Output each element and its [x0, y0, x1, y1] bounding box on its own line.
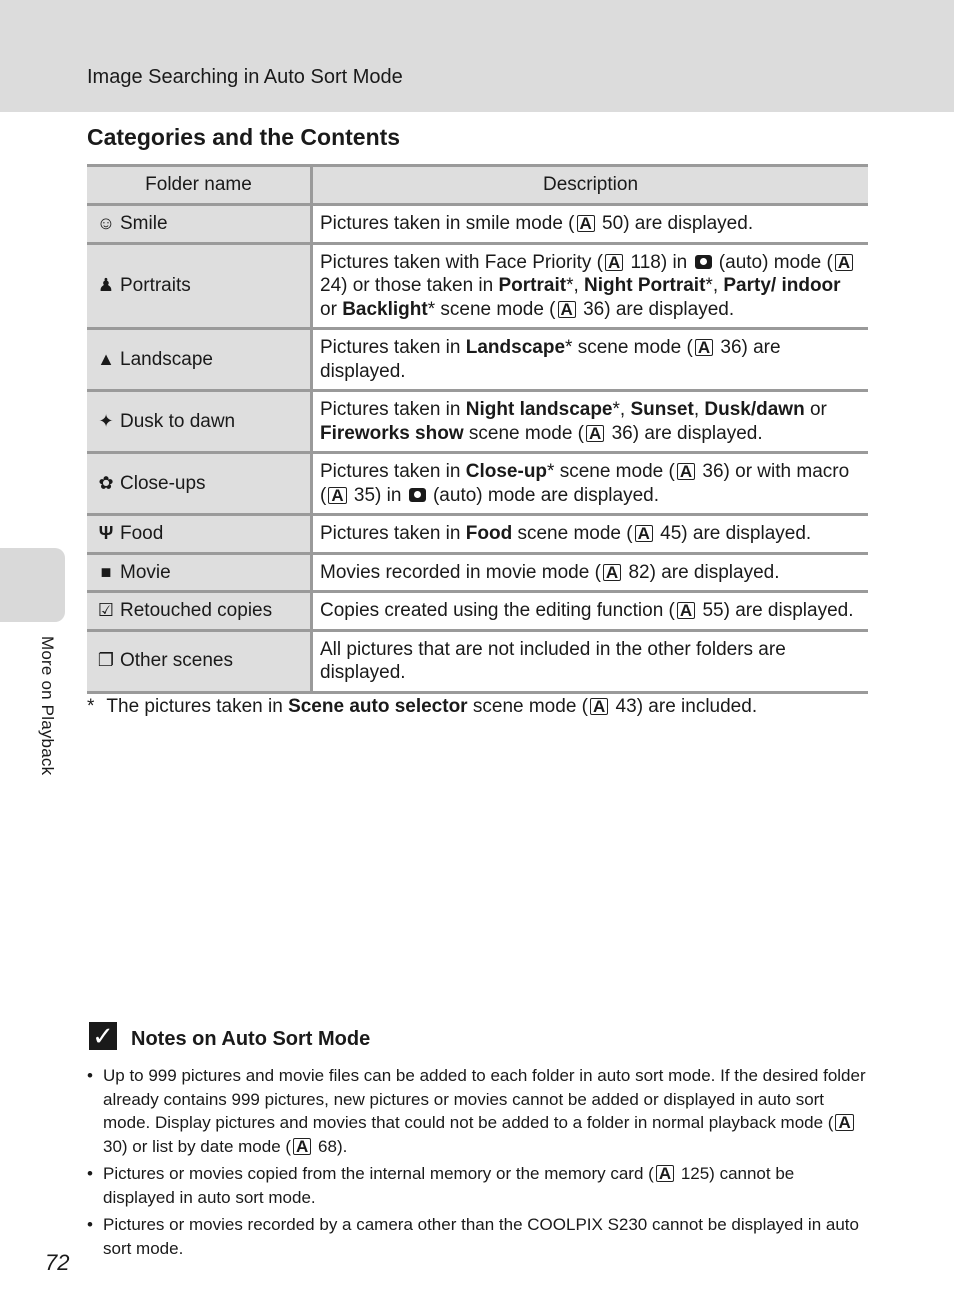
book-reference-icon: A [590, 698, 608, 715]
bold-term: Night Portrait [584, 275, 706, 296]
table-row [87, 243, 868, 329]
book-reference-icon: A [558, 301, 576, 318]
book-reference-icon: A [328, 487, 346, 504]
bold-term: Party/ indoor [723, 275, 841, 296]
bold-term: Scene auto selector [288, 696, 468, 717]
description-cell: Copies created using the editing function ( A 55) are displayed. [312, 592, 869, 631]
table-row [87, 329, 868, 391]
smile-icon: ☺ [96, 213, 116, 233]
note-item: • Pictures or movies recorded by a camera other than the COOLPIX S230 cannot be displayed in auto sort mode. [87, 1213, 867, 1260]
book-reference-icon: A [635, 525, 653, 542]
description-cell: Pictures taken in Food scene mode ( A 45) are displayed. [312, 515, 869, 554]
table-header-row [87, 166, 868, 205]
page-number: 72 [45, 1250, 70, 1275]
description-cell: Pictures taken with Face Priority ( A 118) in (auto) mode ( A 24) or those taken in Portrait*, Night Portrait*, Party/ indoor or Backlight* scene mode ( A 36) are displayed. [312, 243, 869, 329]
footnote [87, 696, 757, 718]
footnote-text: The pictures taken in Scene auto selector scene mode ( A 43) are included. [106, 696, 758, 717]
bold-term: Close-up [465, 461, 548, 482]
table-row [87, 553, 868, 592]
book-reference-icon: A [577, 215, 595, 232]
folder-name: Portraits [120, 275, 191, 296]
section-title: Categories and the Contents [87, 124, 401, 150]
folder-name-cell [87, 243, 312, 329]
folder-name-cell [87, 515, 312, 554]
header-band [0, 0, 954, 112]
side-section-tab [0, 548, 65, 622]
book-reference-icon: A [656, 1165, 674, 1182]
other-scenes-icon: ❐ [97, 650, 115, 671]
column-header-folder-name: Folder name [87, 166, 312, 205]
table-row [87, 453, 868, 515]
camera-auto-mode-icon [409, 488, 426, 502]
table-row [87, 630, 868, 692]
book-reference-icon: A [835, 1114, 853, 1131]
check-icon: ✓ [89, 1022, 117, 1050]
notes-title: Notes on Auto Sort Mode [131, 1028, 371, 1050]
notes-list [87, 1064, 867, 1264]
note-item: • Pictures or movies copied from the internal memory or the memory card ( A 125) cannot be displayed in auto sort mode. [87, 1162, 867, 1209]
folder-name: Dusk to dawn [120, 410, 236, 432]
description-cell: Pictures taken in Landscape* scene mode ( A 36) are displayed. [312, 329, 869, 391]
folder-name: Movie [120, 561, 171, 583]
bold-term: Dusk/dawn [704, 399, 805, 420]
bold-term: Fireworks show [320, 422, 464, 444]
landscape-icon: ▲ [97, 348, 115, 369]
table-row [87, 592, 868, 631]
description-cell: Pictures taken in smile mode ( A 50) are displayed. [312, 205, 869, 244]
folder-name-cell [87, 205, 312, 244]
categories-table [87, 164, 868, 694]
folder-name: Food [120, 523, 164, 544]
footnote-star: * [87, 696, 95, 717]
dusk-to-dawn-icon: ✦ [98, 410, 114, 431]
bold-term: Backlight [342, 298, 428, 320]
book-reference-icon: A [695, 339, 713, 356]
bold-term: Night landscape [465, 399, 613, 420]
folder-name: Retouched copies [120, 600, 273, 621]
folder-name-cell [87, 630, 312, 692]
side-section-label: More on Playback [38, 636, 57, 776]
bold-term: Portrait [498, 275, 567, 296]
portrait-icon: ♟ [97, 275, 115, 295]
book-reference-icon: A [677, 463, 695, 480]
close-up-icon: ✿ [98, 472, 114, 493]
folder-name: Landscape [120, 348, 213, 370]
running-header-title: Image Searching in Auto Sort Mode [87, 66, 403, 88]
table-body [87, 205, 868, 693]
folder-name: Smile [120, 213, 168, 234]
table-row [87, 515, 868, 554]
description-cell: Pictures taken in Close-up* scene mode ( A 36) or with macro ( A 35) in (auto) mode are displayed. [312, 453, 869, 515]
folder-name-cell [87, 592, 312, 631]
folder-name-cell [87, 453, 312, 515]
retouched-icon: ☑ [97, 600, 115, 620]
bold-term: Landscape [465, 337, 566, 358]
table-row [87, 205, 868, 244]
description-cell: Pictures taken in Night landscape*, Sunset, Dusk/dawn or Fireworks show scene mode ( A 36) are displayed. [312, 391, 869, 453]
folder-name-cell [87, 553, 312, 592]
movie-icon: ■ [100, 561, 112, 582]
bold-term: Sunset [630, 399, 694, 420]
bold-term: Food [465, 523, 513, 544]
folder-name: Other scenes [120, 650, 233, 672]
camera-auto-mode-icon [695, 255, 712, 269]
book-reference-icon: A [586, 425, 604, 442]
book-reference-icon: A [835, 254, 853, 271]
book-reference-icon: A [603, 564, 621, 581]
book-reference-icon: A [605, 254, 623, 271]
description-cell: All pictures that are not included in the other folders are displayed. [312, 630, 869, 692]
folder-name: Close-ups [120, 472, 206, 494]
folder-name-cell [87, 329, 312, 391]
column-header-description: Description [312, 166, 869, 205]
note-item: • Up to 999 pictures and movie files can be added to each folder in auto sort mode. If the desired folder already contains 999 pictures, new pictures or movies cannot be added or displayed in auto sort mode. Display pictures and movies that could not be added to a folder in normal playback mode ( A 30) or list by date mode ( A 68). [87, 1064, 867, 1158]
folder-name-cell [87, 391, 312, 453]
book-reference-icon: A [293, 1138, 311, 1155]
description-cell: Movies recorded in movie mode ( A 82) are displayed. [312, 553, 869, 592]
book-reference-icon: A [677, 602, 695, 619]
table-row [87, 391, 868, 453]
food-icon: Ψ [98, 523, 114, 543]
